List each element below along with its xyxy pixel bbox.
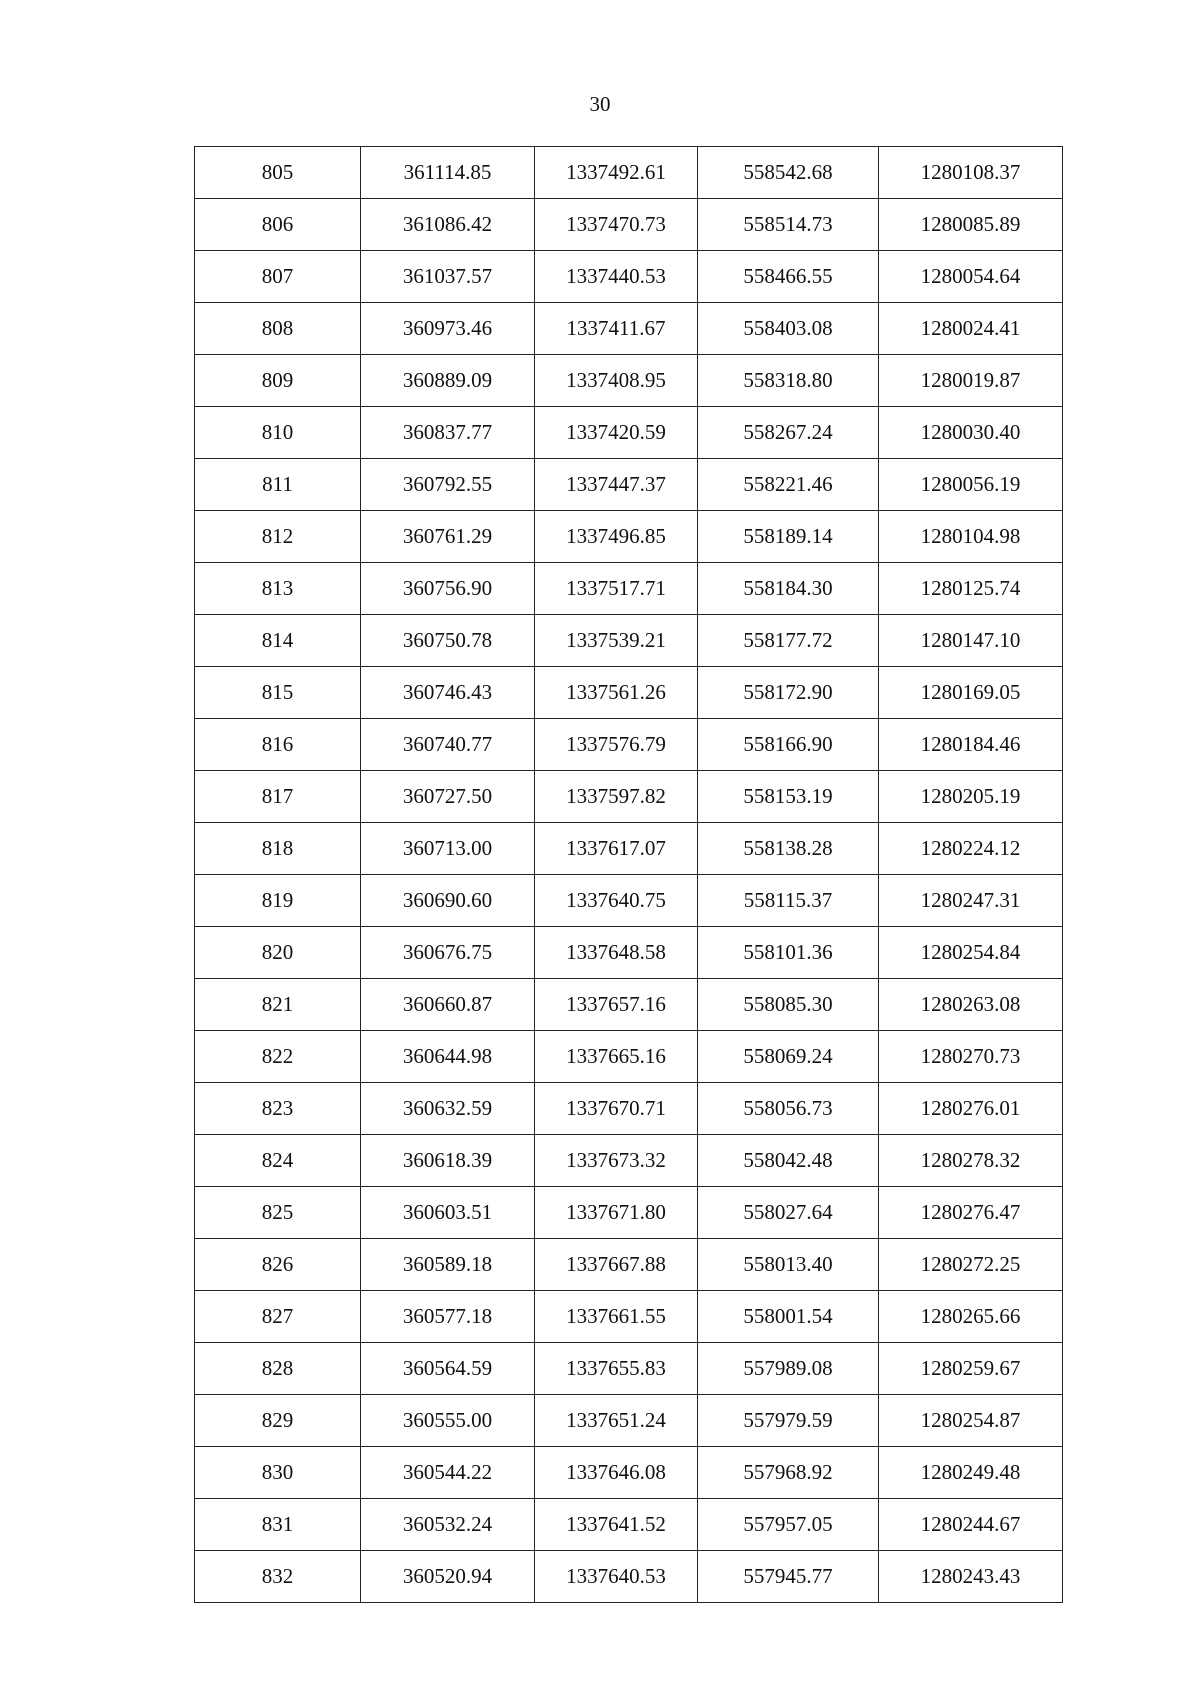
y1-cell: 1337646.08 [535,1447,698,1499]
x2-cell: 557968.92 [698,1447,879,1499]
point-id-cell: 826 [195,1239,361,1291]
coordinate-table [194,146,1063,1603]
y2-cell: 1280125.74 [879,563,1063,615]
x2-cell: 558221.46 [698,459,879,511]
y2-cell: 1280056.19 [879,459,1063,511]
table-row [195,563,1063,615]
y2-cell: 1280244.67 [879,1499,1063,1551]
y1-cell: 1337517.71 [535,563,698,615]
y2-cell: 1280272.25 [879,1239,1063,1291]
y2-cell: 1280270.73 [879,1031,1063,1083]
y2-cell: 1280205.19 [879,771,1063,823]
x1-cell: 360564.59 [361,1343,535,1395]
x2-cell: 558056.73 [698,1083,879,1135]
y2-cell: 1280108.37 [879,147,1063,199]
x1-cell: 360746.43 [361,667,535,719]
x2-cell: 558153.19 [698,771,879,823]
y1-cell: 1337657.16 [535,979,698,1031]
point-id-cell: 819 [195,875,361,927]
x2-cell: 558001.54 [698,1291,879,1343]
y1-cell: 1337408.95 [535,355,698,407]
point-id-cell: 829 [195,1395,361,1447]
table-row [195,615,1063,667]
y1-cell: 1337539.21 [535,615,698,667]
x2-cell: 558318.80 [698,355,879,407]
y1-cell: 1337640.53 [535,1551,698,1603]
x2-cell: 558466.55 [698,251,879,303]
point-id-cell: 806 [195,199,361,251]
x1-cell: 360792.55 [361,459,535,511]
table-row [195,1447,1063,1499]
y2-cell: 1280054.64 [879,251,1063,303]
point-id-cell: 831 [195,1499,361,1551]
y1-cell: 1337496.85 [535,511,698,563]
page-number: 30 [589,92,611,116]
y1-cell: 1337655.83 [535,1343,698,1395]
y2-cell: 1280254.84 [879,927,1063,979]
x1-cell: 360761.29 [361,511,535,563]
y1-cell: 1337673.32 [535,1135,698,1187]
x1-cell: 360740.77 [361,719,535,771]
x2-cell: 558027.64 [698,1187,879,1239]
table-row [195,719,1063,771]
y1-cell: 1337411.67 [535,303,698,355]
x2-cell: 558542.68 [698,147,879,199]
point-id-cell: 818 [195,823,361,875]
x2-cell: 558177.72 [698,615,879,667]
y1-cell: 1337671.80 [535,1187,698,1239]
y2-cell: 1280254.87 [879,1395,1063,1447]
x2-cell: 558138.28 [698,823,879,875]
x2-cell: 558403.08 [698,303,879,355]
y1-cell: 1337420.59 [535,407,698,459]
x2-cell: 558514.73 [698,199,879,251]
x1-cell: 360660.87 [361,979,535,1031]
y2-cell: 1280147.10 [879,615,1063,667]
coordinate-table-body [195,147,1063,1603]
x2-cell: 558115.37 [698,875,879,927]
y1-cell: 1337447.37 [535,459,698,511]
point-id-cell: 828 [195,1343,361,1395]
y2-cell: 1280263.08 [879,979,1063,1031]
point-id-cell: 810 [195,407,361,459]
table-row [195,1395,1063,1447]
table-row [195,511,1063,563]
point-id-cell: 824 [195,1135,361,1187]
y2-cell: 1280247.31 [879,875,1063,927]
y1-cell: 1337667.88 [535,1239,698,1291]
x2-cell: 558101.36 [698,927,879,979]
y1-cell: 1337470.73 [535,199,698,251]
y2-cell: 1280030.40 [879,407,1063,459]
table-row [195,459,1063,511]
point-id-cell: 816 [195,719,361,771]
point-id-cell: 832 [195,1551,361,1603]
table-row [195,1031,1063,1083]
table-row [195,199,1063,251]
x2-cell: 558267.24 [698,407,879,459]
x1-cell: 360973.46 [361,303,535,355]
y2-cell: 1280024.41 [879,303,1063,355]
x1-cell: 360632.59 [361,1083,535,1135]
y2-cell: 1280265.66 [879,1291,1063,1343]
table-row [195,667,1063,719]
point-id-cell: 809 [195,355,361,407]
x1-cell: 360756.90 [361,563,535,615]
x1-cell: 360603.51 [361,1187,535,1239]
y1-cell: 1337597.82 [535,771,698,823]
point-id-cell: 807 [195,251,361,303]
y1-cell: 1337617.07 [535,823,698,875]
x1-cell: 360544.22 [361,1447,535,1499]
point-id-cell: 817 [195,771,361,823]
x2-cell: 558172.90 [698,667,879,719]
table-row [195,407,1063,459]
x2-cell: 558042.48 [698,1135,879,1187]
y1-cell: 1337561.26 [535,667,698,719]
point-id-cell: 830 [195,1447,361,1499]
table-row [195,927,1063,979]
x2-cell: 558013.40 [698,1239,879,1291]
point-id-cell: 820 [195,927,361,979]
y1-cell: 1337440.53 [535,251,698,303]
table-row [195,251,1063,303]
point-id-cell: 813 [195,563,361,615]
y2-cell: 1280278.32 [879,1135,1063,1187]
x2-cell: 557979.59 [698,1395,879,1447]
x1-cell: 361037.57 [361,251,535,303]
x1-cell: 360555.00 [361,1395,535,1447]
y2-cell: 1280169.05 [879,667,1063,719]
x1-cell: 361086.42 [361,199,535,251]
point-id-cell: 812 [195,511,361,563]
table-row [195,1187,1063,1239]
point-id-cell: 825 [195,1187,361,1239]
x1-cell: 360577.18 [361,1291,535,1343]
table-row [195,979,1063,1031]
table-row [195,875,1063,927]
y2-cell: 1280224.12 [879,823,1063,875]
y2-cell: 1280259.67 [879,1343,1063,1395]
point-id-cell: 822 [195,1031,361,1083]
x1-cell: 360889.09 [361,355,535,407]
table-row [195,1239,1063,1291]
x2-cell: 558184.30 [698,563,879,615]
y2-cell: 1280249.48 [879,1447,1063,1499]
x1-cell: 360520.94 [361,1551,535,1603]
x2-cell: 557957.05 [698,1499,879,1551]
x1-cell: 360644.98 [361,1031,535,1083]
y2-cell: 1280276.01 [879,1083,1063,1135]
x1-cell: 361114.85 [361,147,535,199]
y1-cell: 1337640.75 [535,875,698,927]
y2-cell: 1280104.98 [879,511,1063,563]
y1-cell: 1337661.55 [535,1291,698,1343]
table-row [195,355,1063,407]
point-id-cell: 827 [195,1291,361,1343]
y1-cell: 1337576.79 [535,719,698,771]
x1-cell: 360618.39 [361,1135,535,1187]
x2-cell: 558085.30 [698,979,879,1031]
table-row [195,1499,1063,1551]
y1-cell: 1337648.58 [535,927,698,979]
x2-cell: 558069.24 [698,1031,879,1083]
x1-cell: 360750.78 [361,615,535,667]
table-row [195,147,1063,199]
y1-cell: 1337651.24 [535,1395,698,1447]
point-id-cell: 823 [195,1083,361,1135]
table-row [195,1135,1063,1187]
x2-cell: 557989.08 [698,1343,879,1395]
point-id-cell: 814 [195,615,361,667]
point-id-cell: 815 [195,667,361,719]
y1-cell: 1337492.61 [535,147,698,199]
x1-cell: 360532.24 [361,1499,535,1551]
table-row [195,1343,1063,1395]
table-row [195,771,1063,823]
y2-cell: 1280019.87 [879,355,1063,407]
y2-cell: 1280243.43 [879,1551,1063,1603]
point-id-cell: 808 [195,303,361,355]
x1-cell: 360589.18 [361,1239,535,1291]
x2-cell: 558166.90 [698,719,879,771]
y2-cell: 1280085.89 [879,199,1063,251]
y1-cell: 1337641.52 [535,1499,698,1551]
table-row [195,1083,1063,1135]
table-row [195,303,1063,355]
y1-cell: 1337665.16 [535,1031,698,1083]
table-row [195,1291,1063,1343]
y2-cell: 1280184.46 [879,719,1063,771]
point-id-cell: 805 [195,147,361,199]
x1-cell: 360690.60 [361,875,535,927]
table-row [195,823,1063,875]
table-row [195,1551,1063,1603]
y2-cell: 1280276.47 [879,1187,1063,1239]
point-id-cell: 811 [195,459,361,511]
x1-cell: 360713.00 [361,823,535,875]
x1-cell: 360727.50 [361,771,535,823]
x1-cell: 360676.75 [361,927,535,979]
x2-cell: 557945.77 [698,1551,879,1603]
point-id-cell: 821 [195,979,361,1031]
x1-cell: 360837.77 [361,407,535,459]
y1-cell: 1337670.71 [535,1083,698,1135]
x2-cell: 558189.14 [698,511,879,563]
